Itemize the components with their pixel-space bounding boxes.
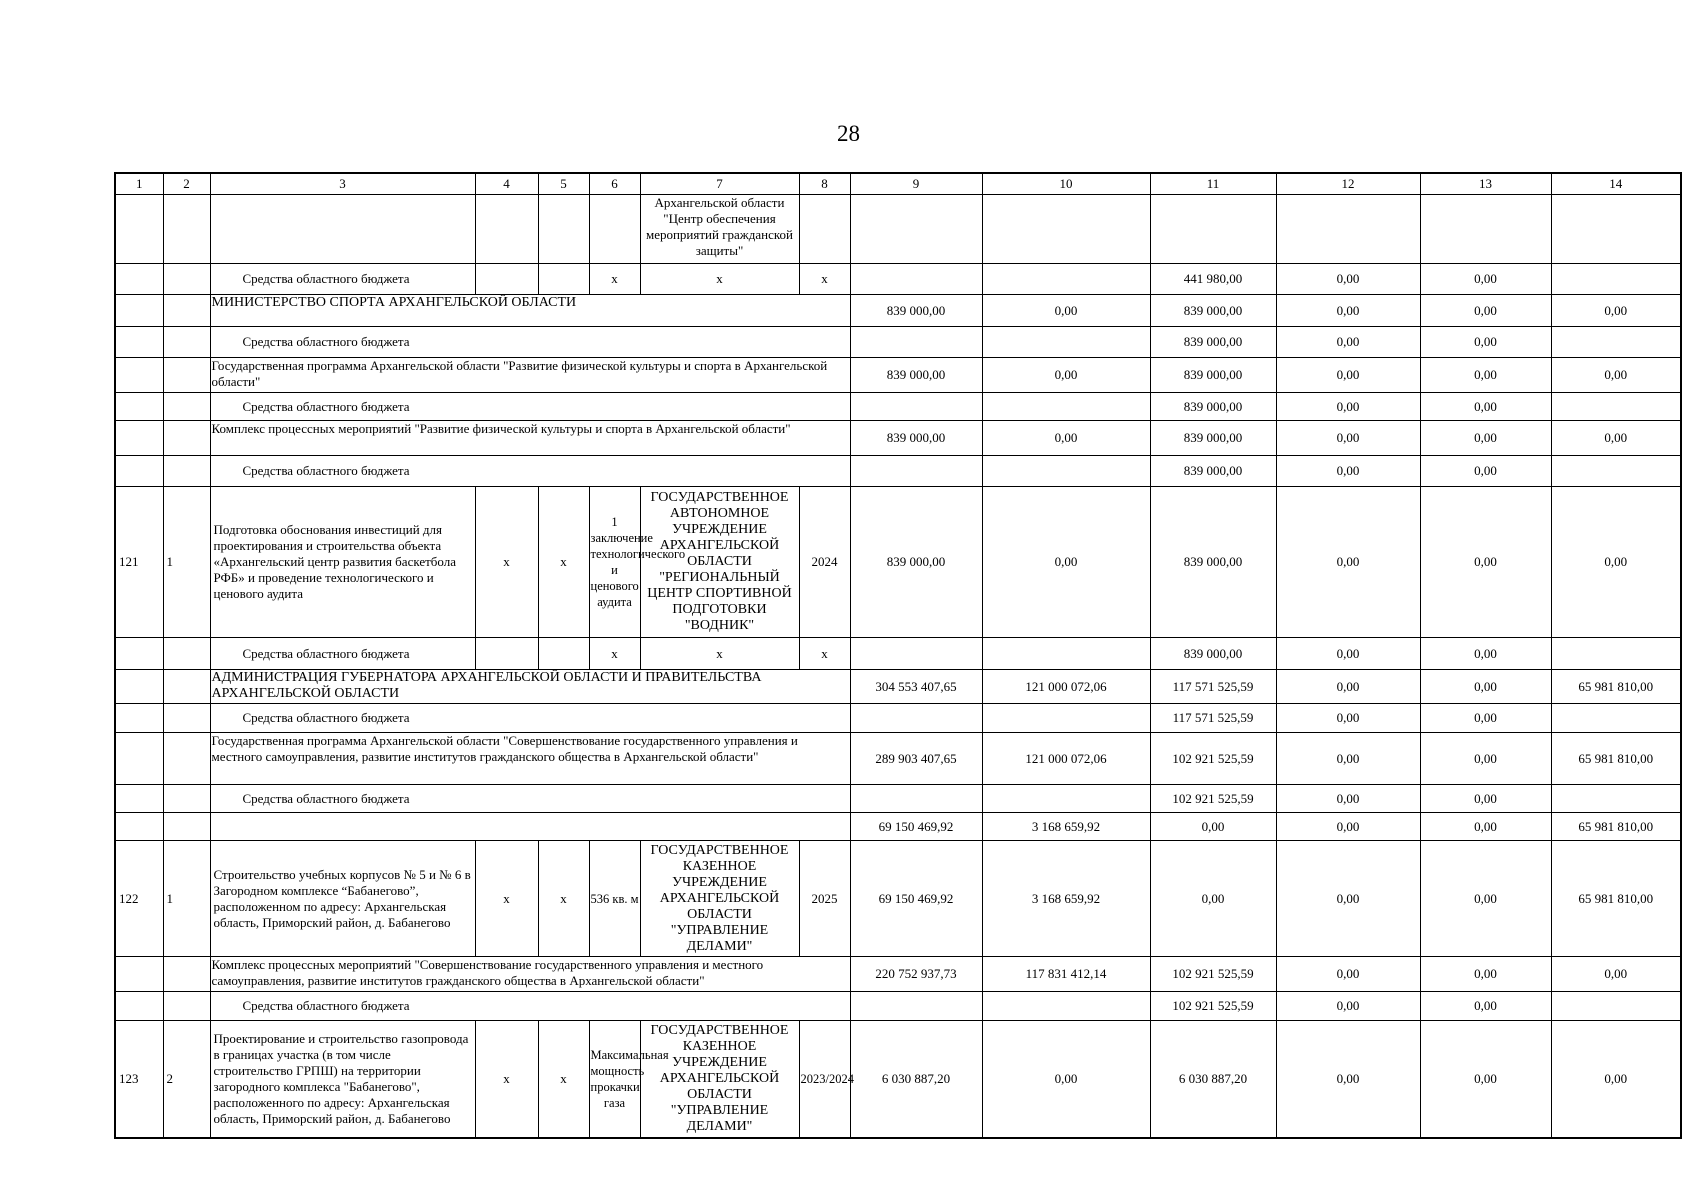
value-cell: 6 030 887,20 xyxy=(850,1021,982,1138)
organization-cell: ГОСУДАРСТВЕННОЕ АВТОНОМНОЕ УЧРЕЖДЕНИЕ АРХАНГЕЛЬСКОЙ ОБЛАСТИ "РЕГИОНАЛЬНЫЙ ЦЕНТР СПОРТИВНОЙ ПОДГОТОВКИ "ВОДНИК" xyxy=(640,487,799,638)
value-cell: 0,00 xyxy=(1420,295,1551,327)
x-mark: х xyxy=(640,638,799,670)
value-cell: 0,00 xyxy=(1420,670,1551,704)
x-mark: х xyxy=(475,1021,538,1138)
column-number: 7 xyxy=(640,173,799,195)
organization-cell: Архангельской области "Центр обеспечения мероприятий гражданской защиты" xyxy=(640,195,799,264)
x-mark: х xyxy=(538,487,589,638)
value-cell: 0,00 xyxy=(1276,487,1420,638)
item-subnumber: 1 xyxy=(163,841,210,957)
value-cell: 0,00 xyxy=(1551,421,1681,456)
value-cell: 839 000,00 xyxy=(1150,487,1276,638)
table-row xyxy=(115,327,1681,358)
value-cell: 102 921 525,59 xyxy=(1150,957,1276,992)
value-cell: 0,00 xyxy=(1150,841,1276,957)
value-cell: 117 571 525,59 xyxy=(1150,704,1276,733)
value-cell: 0,00 xyxy=(1420,785,1551,813)
column-number: 1 xyxy=(115,173,163,195)
x-mark: х xyxy=(589,638,640,670)
x-mark: х xyxy=(799,638,850,670)
value-cell: 441 980,00 xyxy=(1150,264,1276,295)
value-cell: 69 150 469,92 xyxy=(850,813,982,841)
item-number: 123 xyxy=(115,1021,163,1138)
budget-label: Средства областного бюджета xyxy=(210,638,475,670)
value-cell: 0,00 xyxy=(1420,393,1551,421)
value-cell: 121 000 072,06 xyxy=(982,670,1150,704)
column-number: 2 xyxy=(163,173,210,195)
value-cell: 102 921 525,59 xyxy=(1150,785,1276,813)
value-cell: 0,00 xyxy=(1420,733,1551,785)
value-cell: 0,00 xyxy=(1551,1021,1681,1138)
year-cell: 2023/2024 xyxy=(799,1021,850,1138)
value-cell: 3 168 659,92 xyxy=(982,841,1150,957)
table-row xyxy=(115,1021,1681,1138)
item-number: 122 xyxy=(115,841,163,957)
value-cell: 0,00 xyxy=(1276,638,1420,670)
column-number: 11 xyxy=(1150,173,1276,195)
table-row xyxy=(115,421,1681,456)
organization-cell: ГОСУДАРСТВЕННОЕ КАЗЕННОЕ УЧРЕЖДЕНИЕ АРХАНГЕЛЬСКОЙ ОБЛАСТИ "УПРАВЛЕНИЕ ДЕЛАМИ" xyxy=(640,841,799,957)
value-cell: 0,00 xyxy=(1420,813,1551,841)
x-mark: х xyxy=(538,841,589,957)
value-cell: 0,00 xyxy=(1276,813,1420,841)
value-cell: 0,00 xyxy=(1276,992,1420,1021)
value-cell: 69 150 469,92 xyxy=(850,841,982,957)
value-cell: 0,00 xyxy=(1551,358,1681,393)
column-number: 5 xyxy=(538,173,589,195)
budget-label: Средства областного бюджета xyxy=(210,327,850,358)
value-cell: 0,00 xyxy=(1420,957,1551,992)
item-number: 121 xyxy=(115,487,163,638)
table-row xyxy=(115,487,1681,638)
column-numbers-row xyxy=(115,173,1681,195)
value-cell: 839 000,00 xyxy=(1150,638,1276,670)
complex-title: Комплекс процессных мероприятий "Совершенствование государственного управления и местного самоуправления, развитие институтов гражданского общества в Архангельской области" xyxy=(210,957,850,992)
value-cell: 839 000,00 xyxy=(1150,327,1276,358)
capacity-cell: Максимальная мощность прокачки газа xyxy=(589,1021,640,1138)
value-cell: 0,00 xyxy=(1276,733,1420,785)
value-cell: 0,00 xyxy=(1276,295,1420,327)
column-number: 10 xyxy=(982,173,1150,195)
budget-label: Средства областного бюджета xyxy=(210,785,850,813)
table-row xyxy=(115,841,1681,957)
value-cell: 0,00 xyxy=(982,358,1150,393)
table-row xyxy=(115,785,1681,813)
value-cell: 0,00 xyxy=(982,295,1150,327)
program-title: Государственная программа Архангельской области "Развитие физической культуры и спорта в Архангельской области" xyxy=(210,358,850,393)
value-cell: 839 000,00 xyxy=(1150,393,1276,421)
value-cell: 6 030 887,20 xyxy=(1150,1021,1276,1138)
value-cell: 102 921 525,59 xyxy=(1150,992,1276,1021)
value-cell: 0,00 xyxy=(1420,704,1551,733)
value-cell: 0,00 xyxy=(1276,957,1420,992)
value-cell: 0,00 xyxy=(982,487,1150,638)
value-cell: 65 981 810,00 xyxy=(1551,813,1681,841)
value-cell: 839 000,00 xyxy=(1150,295,1276,327)
value-cell: 0,00 xyxy=(982,1021,1150,1138)
value-cell: 0,00 xyxy=(1420,992,1551,1021)
table-row xyxy=(115,992,1681,1021)
value-cell: 0,00 xyxy=(1276,1021,1420,1138)
value-cell: 0,00 xyxy=(1276,264,1420,295)
column-number: 9 xyxy=(850,173,982,195)
table-row xyxy=(115,264,1681,295)
value-cell: 0,00 xyxy=(1276,704,1420,733)
item-description: Строительство учебных корпусов № 5 и № 6 в Загородном комплексе “Бабанегово”, расположенном по адресу: Архангельская область, Приморский район, д. Бабанегово xyxy=(210,841,475,957)
table-row xyxy=(115,295,1681,327)
value-cell: 102 921 525,59 xyxy=(1150,733,1276,785)
value-cell: 0,00 xyxy=(1420,1021,1551,1138)
item-subnumber: 2 xyxy=(163,1021,210,1138)
table-row xyxy=(115,957,1681,992)
value-cell: 0,00 xyxy=(1276,327,1420,358)
item-description: Проектирование и строительство газопровода в границах участка (в том числе строительство ГРПШ) на территории загородного комплекса "Бабанегово", расположенного по адресу: Архангельская область, Приморский район, д. Бабанегово xyxy=(210,1021,475,1138)
item-subnumber: 1 xyxy=(163,487,210,638)
value-cell: 839 000,00 xyxy=(850,358,982,393)
x-mark: х xyxy=(475,487,538,638)
value-cell: 65 981 810,00 xyxy=(1551,733,1681,785)
year-cell: 2024 xyxy=(799,487,850,638)
table-row xyxy=(115,813,1681,841)
page-number: 28 xyxy=(837,121,860,146)
budget-table xyxy=(114,172,1682,1139)
value-cell: 0,00 xyxy=(1276,358,1420,393)
value-cell: 0,00 xyxy=(1420,264,1551,295)
value-cell: 121 000 072,06 xyxy=(982,733,1150,785)
value-cell: 65 981 810,00 xyxy=(1551,670,1681,704)
table-row xyxy=(115,638,1681,670)
budget-label: Средства областного бюджета xyxy=(210,992,850,1021)
value-cell: 304 553 407,65 xyxy=(850,670,982,704)
table-row xyxy=(115,704,1681,733)
value-cell: 0,00 xyxy=(1420,358,1551,393)
program-title: Государственная программа Архангельской области "Совершенствование государственного управления и местного самоуправления, развитие институтов гражданского общества в Архангельской области" xyxy=(210,733,850,785)
capacity-cell: 536 кв. м xyxy=(589,841,640,957)
x-mark: х xyxy=(475,841,538,957)
value-cell: 65 981 810,00 xyxy=(1551,841,1681,957)
x-mark: х xyxy=(640,264,799,295)
value-cell: 0,00 xyxy=(1420,638,1551,670)
value-cell: 0,00 xyxy=(1420,487,1551,638)
column-number: 3 xyxy=(210,173,475,195)
value-cell: 0,00 xyxy=(1276,456,1420,487)
value-cell: 839 000,00 xyxy=(1150,456,1276,487)
value-cell: 0,00 xyxy=(1420,421,1551,456)
value-cell: 0,00 xyxy=(1276,670,1420,704)
budget-label: Средства областного бюджета xyxy=(210,704,850,733)
column-number: 6 xyxy=(589,173,640,195)
value-cell: 0,00 xyxy=(982,421,1150,456)
budget-label: Средства областного бюджета xyxy=(210,393,850,421)
table-row xyxy=(115,195,1681,264)
value-cell: 839 000,00 xyxy=(850,421,982,456)
table-row xyxy=(115,393,1681,421)
value-cell: 3 168 659,92 xyxy=(982,813,1150,841)
column-number: 14 xyxy=(1551,173,1681,195)
value-cell: 839 000,00 xyxy=(1150,358,1276,393)
budget-label: Средства областного бюджета xyxy=(210,456,850,487)
value-cell: 117 571 525,59 xyxy=(1150,670,1276,704)
value-cell: 220 752 937,73 xyxy=(850,957,982,992)
organization-cell: ГОСУДАРСТВЕННОЕ КАЗЕННОЕ УЧРЕЖДЕНИЕ АРХАНГЕЛЬСКОЙ ОБЛАСТИ "УПРАВЛЕНИЕ ДЕЛАМИ" xyxy=(640,1021,799,1138)
complex-title: Комплекс процессных мероприятий "Развитие физической культуры и спорта в Архангельской области" xyxy=(210,421,850,456)
value-cell: 839 000,00 xyxy=(1150,421,1276,456)
value-cell: 839 000,00 xyxy=(850,487,982,638)
value-cell: 0,00 xyxy=(1551,295,1681,327)
column-number: 13 xyxy=(1420,173,1551,195)
section-title: МИНИСТЕРСТВО СПОРТА АРХАНГЕЛЬСКОЙ ОБЛАСТИ xyxy=(210,295,850,327)
value-cell: 117 831 412,14 xyxy=(982,957,1150,992)
x-mark: х xyxy=(799,264,850,295)
value-cell: 0,00 xyxy=(1420,456,1551,487)
value-cell: 0,00 xyxy=(1551,487,1681,638)
column-number: 4 xyxy=(475,173,538,195)
table-row xyxy=(115,456,1681,487)
column-number: 12 xyxy=(1276,173,1420,195)
table-row xyxy=(115,670,1681,704)
value-cell: 0,00 xyxy=(1551,957,1681,992)
capacity-cell: 1 заключение технологического и ценового аудита xyxy=(589,487,640,638)
value-cell: 0,00 xyxy=(1276,841,1420,957)
x-mark: х xyxy=(589,264,640,295)
table-row xyxy=(115,358,1681,393)
value-cell: 839 000,00 xyxy=(850,295,982,327)
column-number: 8 xyxy=(799,173,850,195)
value-cell: 0,00 xyxy=(1276,421,1420,456)
value-cell: 0,00 xyxy=(1420,841,1551,957)
x-mark: х xyxy=(538,1021,589,1138)
section-title: АДМИНИСТРАЦИЯ ГУБЕРНАТОРА АРХАНГЕЛЬСКОЙ ОБЛАСТИ И ПРАВИТЕЛЬСТВА АРХАНГЕЛЬСКОЙ ОБЛАСТИ xyxy=(210,670,850,704)
value-cell: 0,00 xyxy=(1276,785,1420,813)
table-row xyxy=(115,733,1681,785)
value-cell: 0,00 xyxy=(1420,327,1551,358)
budget-label: Средства областного бюджета xyxy=(210,264,475,295)
year-cell: 2025 xyxy=(799,841,850,957)
value-cell: 289 903 407,65 xyxy=(850,733,982,785)
value-cell: 0,00 xyxy=(1276,393,1420,421)
item-description: Подготовка обоснования инвестиций для проектирования и строительства объекта «Архангельский центр развития баскетбола РФБ» и проведение технологического и ценового аудита xyxy=(210,487,475,638)
value-cell: 0,00 xyxy=(1150,813,1276,841)
